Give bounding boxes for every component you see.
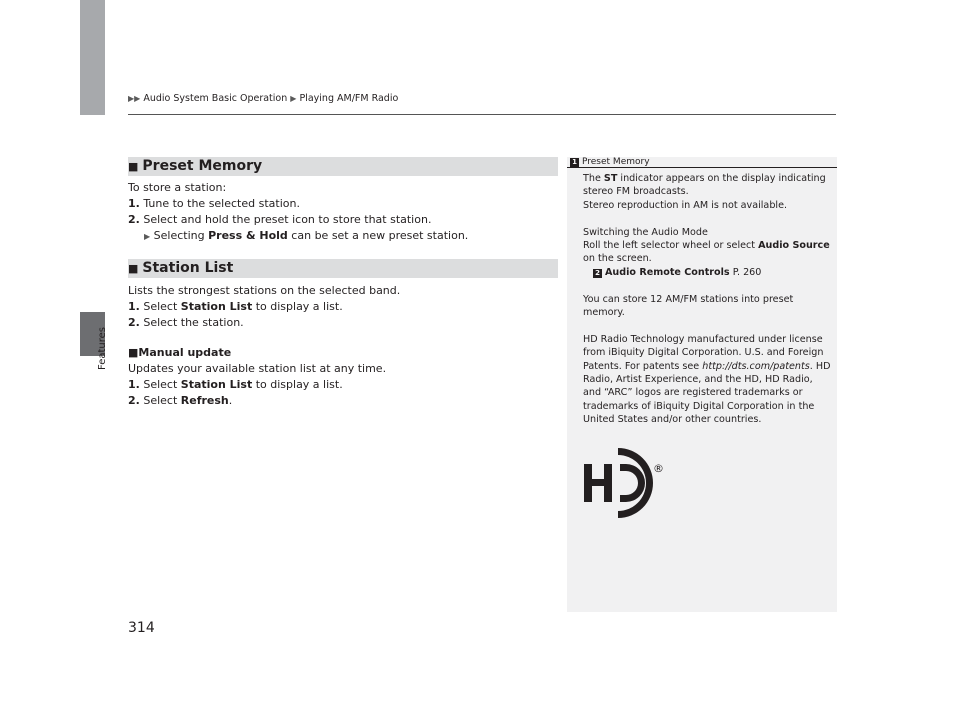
note-preset-count: You can store 12 AM/FM stations into preset memory. (583, 293, 794, 319)
sidebar-label: Features (97, 327, 108, 370)
breadcrumb (128, 93, 398, 104)
manual-update-heading: ■Manual update (128, 346, 232, 359)
section-heading-text: Station List (142, 260, 234, 276)
cross-reference-link[interactable]: 2 Audio Remote Controls P. 260 (583, 267, 761, 278)
preset-step-2: 2. Select and hold the preset icon to store that station. (128, 213, 432, 226)
note-stereo: The ST indicator appears on the display indicating stereo FM broadcasts. Stereo reproduction in AM is not available. (583, 173, 826, 211)
square-bullet-icon: ■ (128, 160, 139, 173)
note-hd-radio: HD Radio Technology manufactured under license from iBiquity Digital Corporation. U.S. and Foreign Patents. For patents see http://dts.com/patents. HD Radio, Artist Experience, and the HD, HD Radio, and “ARC” logos are registered trademarks or trademarks of iBiquity Digital Corporation in the United States and/or other countries. (583, 333, 831, 426)
breadcrumb-link-am-fm[interactable]: Playing AM/FM Radio (299, 93, 399, 104)
registered-mark: ® (653, 462, 664, 475)
preset-intro: To store a station: (128, 181, 227, 194)
header-rule (128, 114, 836, 115)
section-heading-station-list (128, 259, 558, 278)
breadcrumb-link-audio-basic[interactable]: Audio System Basic Operation (143, 93, 288, 104)
section-heading-preset (128, 157, 558, 176)
note-marker-icon: 1 (570, 158, 579, 167)
arrow-icon: ▶ (144, 232, 151, 241)
patents-link[interactable]: http://dts.com/patents (702, 360, 810, 372)
preset-step-1: 1. Tune to the selected station. (128, 197, 300, 210)
preset-instructions (128, 180, 468, 245)
station-intro: Lists the strongest stations on the selected band. (128, 284, 401, 297)
station-step-1: 1. Select Station List to display a list. (128, 300, 343, 313)
preset-sub-note: ▶ Selecting Press & Hold can be set a new preset station. (144, 229, 469, 242)
page-number: 314 (128, 620, 155, 636)
section-heading-text: Preset Memory (142, 158, 263, 174)
square-bullet-icon: ■ (128, 262, 139, 275)
breadcrumb-arrow-icon: ▶ (290, 94, 297, 103)
notes-heading: 1 Preset Memory (570, 157, 650, 167)
cross-reference-icon: 2 (593, 269, 602, 278)
note-audio-mode: Switching the Audio Mode Roll the left selector wheel or select Audio Source on the screen. 2 Audio Remote Controls P. 260 (583, 226, 830, 278)
chapter-tab (80, 0, 105, 115)
notes-heading-rule (567, 167, 837, 168)
manual-intro: Updates your available station list at any time. (128, 362, 387, 375)
manual-step-2: 2. Select Refresh. (128, 394, 233, 407)
breadcrumb-arrow-icon: ▶▶ (128, 94, 141, 103)
station-list-instructions (128, 283, 400, 409)
hd-radio-logo-icon (580, 446, 670, 520)
manual-step-1: 1. Select Station List to display a list. (128, 378, 343, 391)
station-step-2: 2. Select the station. (128, 316, 244, 329)
notes-body (583, 172, 833, 440)
